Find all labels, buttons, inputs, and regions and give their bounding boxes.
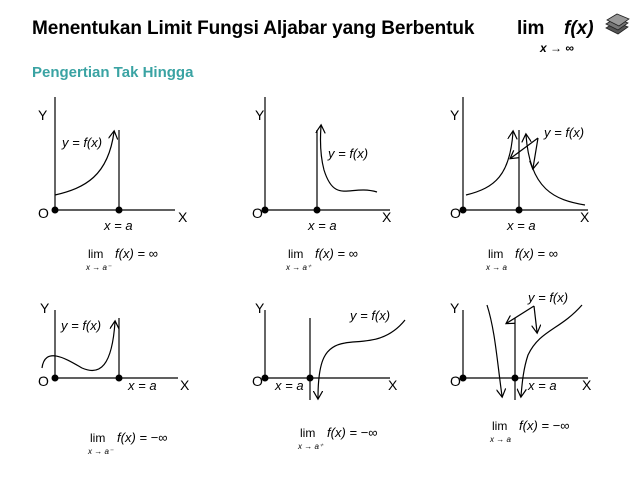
graph-1-a-dot <box>116 207 123 214</box>
graph-4-a-dot <box>116 375 123 382</box>
graph-1-origin-label: O <box>38 205 49 221</box>
graph-5-limit-expr: f(x) = −∞ <box>327 425 378 440</box>
graph-5-y-label: Y <box>255 300 265 316</box>
graph-1 <box>55 97 175 210</box>
graph-3-x-label: X <box>580 209 590 225</box>
graph-1-curve-label: y = f(x) <box>62 135 103 150</box>
graph-2-limit-expr: f(x) = ∞ <box>315 246 358 261</box>
graph-1-y-label: Y <box>38 107 48 123</box>
graph-5-origin-label: O <box>252 373 263 389</box>
graph-5-curve-label: y = f(x) <box>350 308 391 323</box>
graph-4-curve-label: y = f(x) <box>61 318 102 333</box>
graph-3-curve-left <box>466 132 513 195</box>
graph-3-limit-under: x → a <box>486 263 507 272</box>
graph-3-pointer-2 <box>533 138 538 168</box>
graph-6-line-label: x = a <box>528 378 557 393</box>
graph-1-limit-expr: f(x) = ∞ <box>115 246 158 261</box>
graph-6-origin-label: O <box>450 373 461 389</box>
graph-1-limit-lim: lim <box>88 247 104 261</box>
graph-4-limit-under: x → a⁻ <box>88 447 114 456</box>
graph-5-line-label: x = a <box>275 378 304 393</box>
graph-5-limit-under: x → a⁺ <box>298 442 324 451</box>
title-lim-subscript: x → ∞ <box>540 41 574 55</box>
graph-6-curve-left <box>487 305 502 396</box>
graph-6-limit-under: x → a <box>490 435 511 444</box>
graph-6 <box>463 305 588 400</box>
graph-5-a-dot <box>307 375 314 382</box>
graph-6-pointer-1 <box>507 306 534 323</box>
graph-4-origin-label: O <box>38 373 49 389</box>
graph-5-limit-lim: lim <box>300 426 316 440</box>
slide-subtitle: Pengertian Tak Hingga <box>32 64 194 81</box>
graph-4-line-label: x = a <box>128 378 157 393</box>
graph-3-pointer-1 <box>511 138 538 158</box>
graph-2-y-label: Y <box>255 107 265 123</box>
graph-3-a-dot <box>516 207 523 214</box>
graph-6-limit-lim: lim <box>492 419 508 433</box>
graph-4-x-label: X <box>180 377 190 393</box>
graph-3 <box>463 97 588 210</box>
graph-2-limit-under: x → a⁺ <box>286 263 312 272</box>
graph-2-origin-label: O <box>252 205 263 221</box>
graph-6-y-label: Y <box>450 300 460 316</box>
graph-1-origin-dot <box>52 207 59 214</box>
graph-6-limit-expr: f(x) = −∞ <box>519 418 570 433</box>
title-text: Menentukan Limit Fungsi Aljabar yang Berbentuk <box>32 18 475 39</box>
graph-1-limit-under: x → a⁻ <box>86 263 112 272</box>
graph-2-line-label: x = a <box>308 218 337 233</box>
graph-6-x-label: X <box>582 377 592 393</box>
graph-2-x-label: X <box>382 209 392 225</box>
graph-3-curve-label: y = f(x) <box>544 125 585 140</box>
graph-3-limit-expr: f(x) = ∞ <box>515 246 558 261</box>
graph-2-a-dot <box>314 207 321 214</box>
graph-2-curve-label: y = f(x) <box>328 146 369 161</box>
title-fx: f(x) <box>564 18 594 39</box>
graph-3-limit-lim: lim <box>488 247 504 261</box>
graph-1-line-label: x = a <box>104 218 133 233</box>
graph-3-curve-right <box>526 135 585 205</box>
graph-4-limit-lim: lim <box>90 431 106 445</box>
title-lim: lim <box>517 18 545 39</box>
graph-3-origin-label: O <box>450 205 461 221</box>
graph-3-y-label: Y <box>450 107 460 123</box>
graph-4-y-label: Y <box>40 300 50 316</box>
graph-1-x-label: X <box>178 209 188 225</box>
graph-5-x-label: X <box>388 377 398 393</box>
graph-4-limit-expr: f(x) = −∞ <box>117 430 168 445</box>
graph-3-line-label: x = a <box>507 218 536 233</box>
graph-6-a-dot <box>512 375 519 382</box>
graph-6-curve-label: y = f(x) <box>528 290 569 305</box>
graph-2-limit-lim: lim <box>288 247 304 261</box>
graph-6-pointer-2 <box>534 306 537 332</box>
graph-4-origin-dot <box>52 375 59 382</box>
